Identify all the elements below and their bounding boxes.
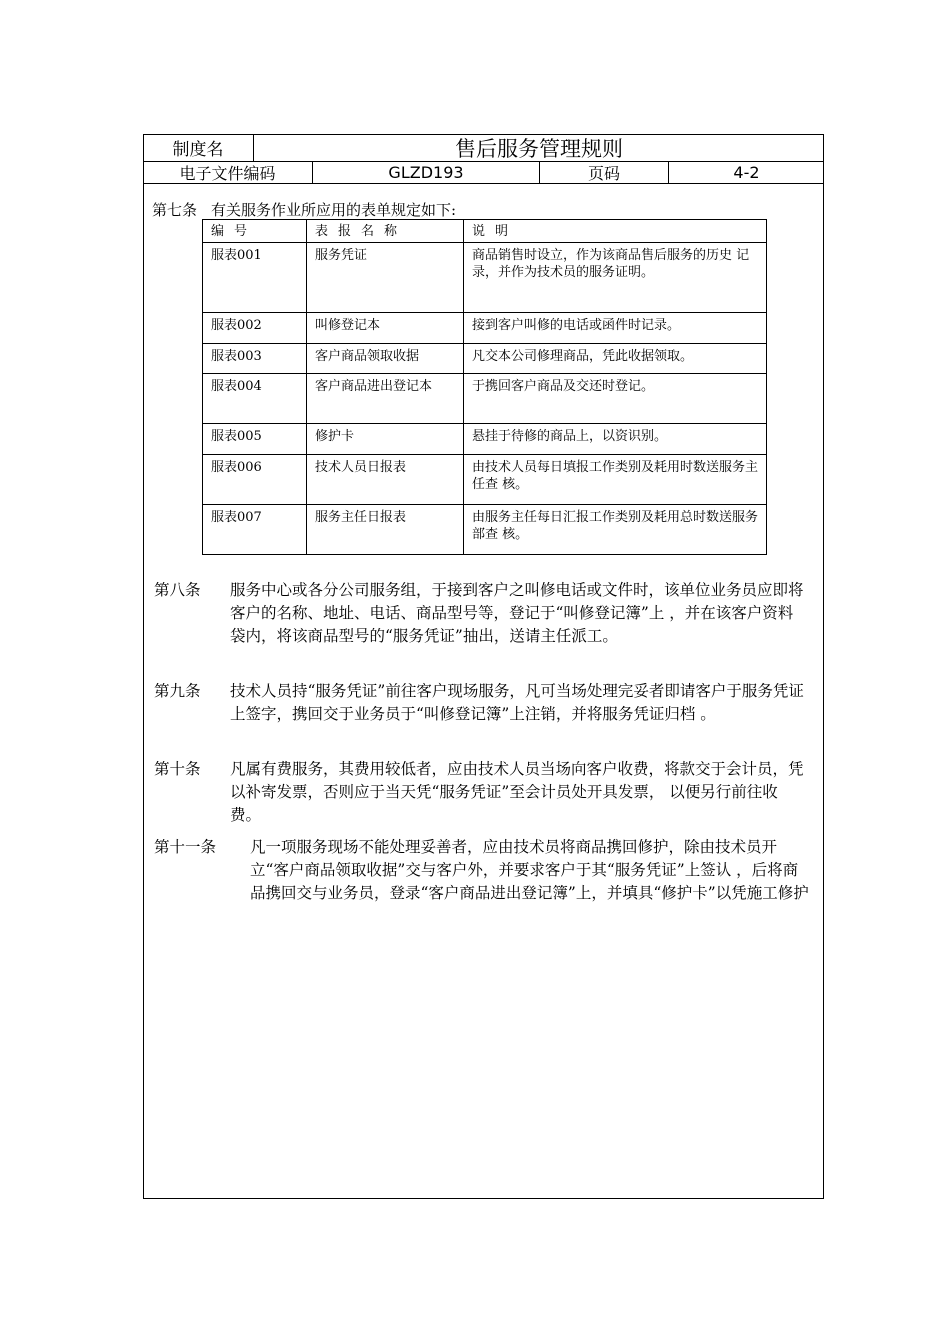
form-desc: 由技术人员每日填报工作类别及耗用时数送服务主任查 核。 [464,455,767,505]
header-desc: 说明 [464,220,767,243]
table-row [203,374,767,424]
header-code: 编号 [203,220,307,243]
header-row-meta [143,162,824,184]
table-row [203,243,767,313]
form-name: 服务凭证 [307,243,464,313]
table-row [203,424,767,455]
form-name: 服务主任日报表 [307,505,464,555]
form-desc: 于携回客户商品及交还时登记。 [464,374,767,424]
article-text: 凡属有费服务，其费用较低者，应由技术人员当场向客户收费，将款交于会计员，凭以补寄发票，否则应于当天凭“服务凭证”至会计员处开具发票， 以便另行前往收费。 [230,760,804,824]
form-name: 技术人员日报表 [307,455,464,505]
form-code: 服表003 [203,344,307,374]
form-code: 服表004 [203,374,307,424]
form-name: 客户商品进出登记本 [307,374,464,424]
form-code: 服表001 [203,243,307,313]
article-text: 凡一项服务现场不能处理妥善者，应由技术员将商品携回修护，除由技术员开立“客户商品领取收据”交与客户外，并要求客户于其“服务凭证”上签认 ，后将商品携回交与业务员，登录“客户商品进出登记簿”上，并填具“修护卡”以凭施工修护 [250,838,809,902]
table-row [203,344,767,374]
form-name: 客户商品领取收据 [307,344,464,374]
article-label: 第十条 [154,760,201,778]
page-value: 4-2 [733,163,760,182]
article-label: 第八条 [154,581,201,599]
form-code: 服表007 [203,505,307,555]
form-code: 服表005 [203,424,307,455]
form-desc: 由服务主任每日汇报工作类别及耗用总时数送服务部查 核。 [464,505,767,555]
article-9 [154,680,814,752]
table-header-row [203,220,767,243]
form-code: 服表002 [203,313,307,344]
system-name-label: 制度名 [143,134,254,161]
form-name: 修护卡 [307,424,464,455]
article-8 [154,579,814,651]
article-11 [154,836,816,932]
table-row [203,455,767,505]
file-code-label: 电子文件编码 [143,162,313,183]
header-name: 表报名称 [307,220,464,243]
table-row [203,505,767,555]
system-name-value: 售后服务管理规则 [455,136,623,161]
form-desc: 凡交本公司修理商品，凭此收据领取。 [464,344,767,374]
file-code-value: GLZD193 [313,162,540,183]
form-desc: 悬挂于待修的商品上，以资识别。 [464,424,767,455]
article-text: 有关服务作业所应用的表单规定如下: [211,201,457,219]
form-name: 叫修登记本 [307,313,464,344]
header-row-title [143,134,824,162]
article-text: 服务中心或各分公司服务组，于接到客户之叫修电话或文件时，该单位业务员应即将客户的名称、地址、电话、商品型号等，登记于“叫修登记簿”上 ，并在该客户资料袋内，将该商品型号的“服务凭证”抽出，送请主任派工。 [230,581,804,645]
article-label: 第七条 [152,201,198,219]
form-code: 服表006 [203,455,307,505]
form-desc: 商品销售时设立，作为该商品售后服务的历史 记录，并作为技术员的服务证明。 [464,243,767,313]
forms-table [202,219,767,555]
article-label: 第九条 [154,682,201,700]
article-text: 技术人员持“服务凭证”前往客户现场服务，凡可当场处理完妥者即请客户于服务凭证上签字，携回交于业务员于“叫修登记簿”上注销，并将服务凭证归档 。 [230,682,804,723]
article-label: 第十一条 [154,838,217,856]
form-desc: 接到客户叫修的电话或函件时记录。 [464,313,767,344]
page-label: 页码 [540,162,669,183]
article-7 [152,199,456,220]
article-10 [154,758,814,830]
table-row [203,313,767,344]
